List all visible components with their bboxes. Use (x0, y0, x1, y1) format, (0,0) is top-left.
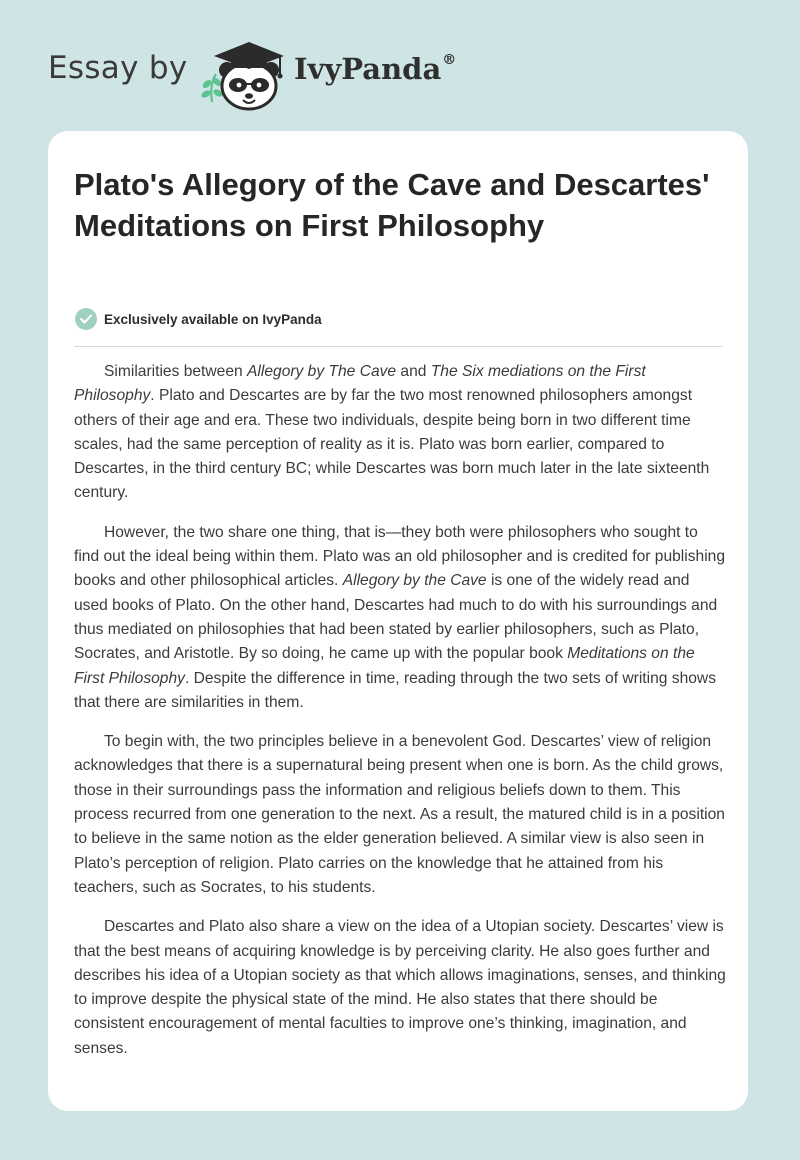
book-title: Allegory by The Cave (247, 363, 397, 380)
panda-graduate-icon (200, 36, 292, 112)
exclusive-label: Exclusively available on IvyPanda (104, 311, 322, 327)
book-title: Allegory by the Cave (342, 572, 487, 590)
essay-body (74, 360, 726, 1076)
essay-paragraph (74, 521, 726, 715)
paragraph-text: To begin with, the two principles believe in a benevolent God. Descartes’ view of religion acknowledges that there is a supernatural being present when one is born. As the child grows, those in their surroundings pass the information and religious beliefs down to them. This process recurred from one generation to the next. As a result, the matured child is in a position to believe in the same notion as the elder generation believed. A similar view is also seen in Plato’s perception of religion. Plato carries on the knowledge that he attained from his teachers, such as Socrates, to his students. (74, 733, 725, 896)
essay-paragraph (74, 360, 726, 506)
brand-prefix: Essay by (48, 50, 188, 86)
divider (74, 346, 723, 347)
exclusive-badge (75, 308, 322, 330)
book-title: Meditations on the First Philosophy (74, 645, 695, 687)
essay-paragraph (74, 915, 726, 1061)
brand-name: IvyPanda® (294, 52, 457, 86)
paragraph-text: Descartes and Plato also share a view on the idea of a Utopian society. Descartes’ view is that the best means of acquiring knowledge is by perceiving clarity. He also goes further and describes his idea of a Utopian society as that which allows imaginations, senses, and thinking to improve despite the physical state of the mind. He also states that there should be consistent encouragement of mental faculties to improve one’s thinking, imagination, and senses. (74, 918, 726, 1057)
essay-card (48, 131, 748, 1111)
essay-title: Plato's Allegory of the Cave and Descartes' Meditations on First Philosophy (74, 167, 710, 243)
paragraph-text: and (396, 363, 431, 380)
book-title: The Six mediations on the First Philosophy (74, 363, 646, 405)
brand-header (48, 30, 508, 114)
essay-paragraph (74, 730, 726, 900)
paragraph-text: Similarities between (104, 363, 248, 380)
paragraph-text: . Plato and Descartes are by far the two most renowned philosophers amongst others of their age and era. These two individuals, despite being born in two different time scales, had the same perception of reality as it is. Plato was born earlier, compared to Descartes, in the third century BC; while Descartes was born much later in the late sixteenth century. (74, 387, 710, 502)
check-circle-icon (75, 308, 97, 330)
registered-mark: ® (442, 52, 457, 69)
paragraph-text: is one of the widely read and used books of Plato. On the other hand, Descartes had much to do with his surroundings and thus mediated on philosophies that had been stated by earlier philosophers, such as Plato, Socrates, and Aristotle. By so doing, he came up with the popular book (74, 572, 718, 663)
paragraph-text: . Despite the difference in time, reading through the two sets of writing shows that there are similarities in them. (74, 669, 716, 711)
paragraph-text: However, the two share one thing, that is—they both were philosophers who sought to find out the ideal being within them. Plato was an old philosopher and is credited for publishing books and other philosophical articles. (74, 523, 726, 590)
